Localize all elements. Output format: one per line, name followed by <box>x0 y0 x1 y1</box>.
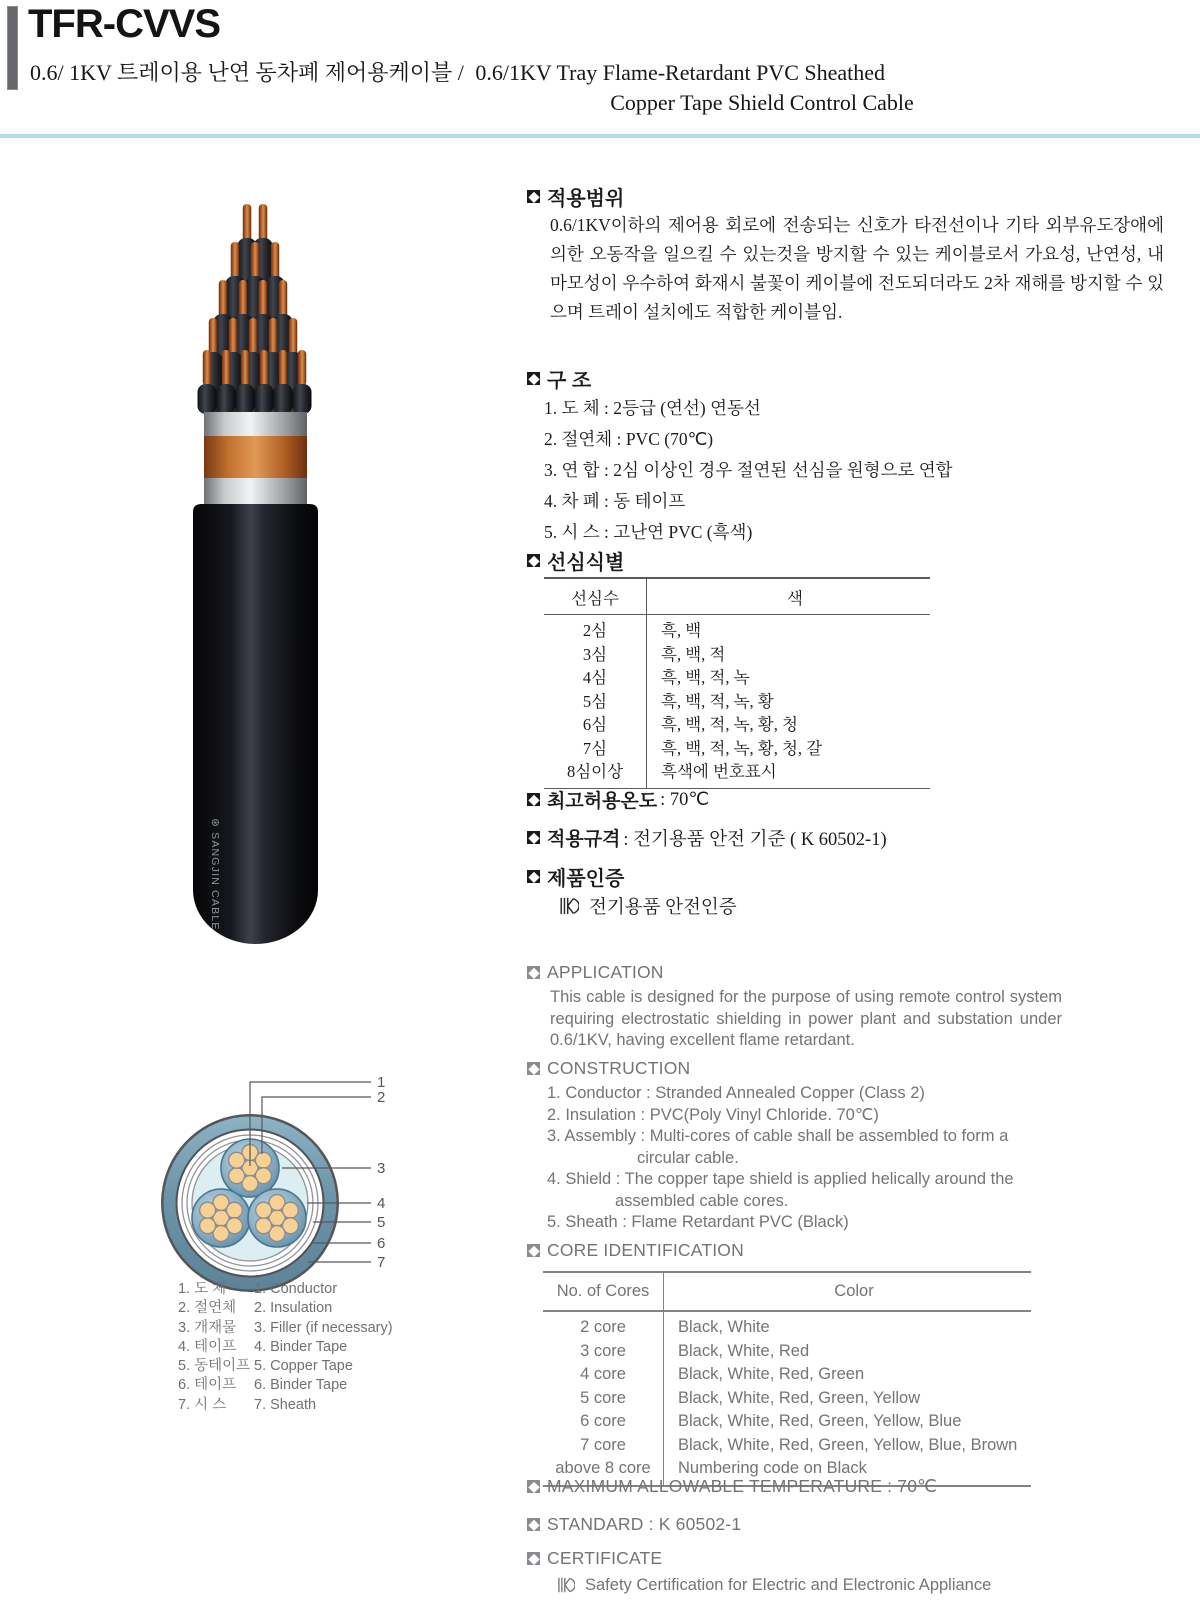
construction-item: 4. Shield : The copper tape shield is applied helically around the <box>547 1170 1014 1188</box>
structure-item: 4. 차 폐 : 동 테이프 <box>544 491 686 511</box>
section-bullet-icon <box>527 554 540 567</box>
core-identification-table-ko <box>544 577 930 789</box>
table-row: 7심 흑, 백, 적, 녹, 황, 청, 갈 <box>544 737 930 761</box>
section-standard-en <box>527 1514 741 1535</box>
construction-item-cont: circular cable. <box>637 1148 739 1167</box>
legend-row <box>178 1376 393 1395</box>
col-header-color: 색 <box>647 578 931 615</box>
subtitle-english-1: 0.6/1KV Tray Flame-Retardant PVC Sheathed <box>475 60 886 85</box>
maxtemp-value: : 70℃ <box>660 789 710 810</box>
legend-row <box>178 1338 393 1357</box>
section-maxtemp-en <box>527 1476 937 1497</box>
section-bullet-icon <box>527 1480 540 1493</box>
cert-text-en: Safety Certification for Electric and Electronic Appliance <box>585 1575 992 1594</box>
cable-conductor-pyramid <box>198 204 312 414</box>
section-bullet-icon <box>527 831 540 844</box>
construction-item: 3. Assembly : Multi-cores of cable shall be assembled to form a <box>547 1127 1009 1145</box>
table-row: 4심 흑, 백, 적, 녹 <box>544 666 930 690</box>
legend-ko: 4. 테이프 <box>178 1338 237 1355</box>
cable-shield-bands <box>204 412 307 504</box>
construction-item: 1. Conductor : Stranded Annealed Copper (Class 2) <box>547 1084 925 1102</box>
construction-item: 5. Sheath : Flame Retardant PVC (Black) <box>547 1213 849 1231</box>
section-structure-ko <box>527 364 591 393</box>
callout-numbers <box>377 1074 385 1271</box>
table-header-row <box>543 1272 1031 1311</box>
kc-mark-icon <box>556 1575 575 1595</box>
structure-list-ko <box>544 393 953 548</box>
kc-mark-icon <box>558 895 579 917</box>
table-row: 3 core Black, White, Red <box>543 1340 1031 1364</box>
standard-label: 적용규격 <box>547 829 621 850</box>
table-row: 4 core Black, White, Red, Green <box>543 1363 1031 1387</box>
legend-ko: 2. 절연체 <box>178 1300 237 1317</box>
legend-en: 4. Binder Tape <box>254 1338 348 1355</box>
copper-tape-band <box>204 436 307 478</box>
section-cert-ko <box>527 862 624 891</box>
section-title: CERTIFICATE <box>547 1548 663 1568</box>
table-header-row <box>544 578 930 615</box>
legend-row <box>178 1299 393 1318</box>
section-bullet-icon <box>527 966 540 979</box>
section-construction-en <box>527 1058 690 1079</box>
structure-item: 5. 시 스 : 고난연 PVC (흑색) <box>544 522 753 542</box>
section-bullet-icon <box>527 870 540 883</box>
section-coreid-en <box>527 1240 744 1261</box>
legend-en: 2. Insulation <box>254 1300 333 1317</box>
section-title: CONSTRUCTION <box>547 1058 691 1078</box>
table-row: 8심이상 흑색에 번호표시 <box>544 760 930 788</box>
col-header-cores: 선심수 <box>544 578 647 615</box>
svg-text:3: 3 <box>377 1160 386 1177</box>
legend-en: 1. Conductor <box>254 1281 338 1297</box>
binder-tape-band-2 <box>204 478 307 504</box>
construction-item-cont: assembled cable cores. <box>615 1191 789 1210</box>
legend-ko: 7. 시 스 <box>178 1396 227 1413</box>
svg-text:6: 6 <box>377 1235 386 1252</box>
section-title: 선심식별 <box>547 552 625 574</box>
diagram-legend <box>178 1280 393 1415</box>
section-bullet-icon <box>527 1552 540 1565</box>
section-coreid-ko <box>527 546 624 575</box>
cert-line-ko <box>558 893 737 919</box>
maxtemp-label: 최고허용온도 <box>547 791 658 812</box>
scope-body-ko: 0.6/1KV이하의 제어용 회로에 전송되는 신호가 타전선이나 기타 외부유도장애에 의한 오동작을 일으킬 수 있는것을 방지할 수 있는 케이블로서 가요성, 난연성, 내마모성이 우수하여 화재시 불꽃이 케이블에 전도되더라도 2차 재해를 방지할 수 있으며 트레이 설치에도 적합한 케이블임. <box>550 215 1164 322</box>
title-accent-bar <box>7 6 18 90</box>
legend-ko: 6. 테이프 <box>178 1377 237 1394</box>
legend-ko: 3. 개재물 <box>178 1319 237 1336</box>
legend-row <box>178 1280 393 1299</box>
page-title: TFR-CVVS <box>28 2 220 46</box>
standard-text-en: STANDARD : K 60502-1 <box>547 1514 742 1534</box>
subtitle-korean: 0.6/ 1KV 트레이용 난연 동차폐 제어용케이블 / <box>30 60 464 85</box>
structure-item: 2. 절연체 : PVC (70℃) <box>544 429 714 449</box>
legend-row <box>178 1396 393 1415</box>
section-bullet-icon <box>527 1244 540 1257</box>
table-row: 3심 흑, 백, 적 <box>544 643 930 667</box>
legend-en: 7. Sheath <box>254 1396 317 1413</box>
section-standard-ko <box>527 824 887 851</box>
legend-row <box>178 1319 393 1338</box>
legend-ko: 5. 동테이프 <box>178 1358 251 1375</box>
section-title: APPLICATION <box>547 962 664 982</box>
table-row: 6 core Black, White, Red, Green, Yellow, Blue <box>543 1410 1031 1434</box>
structure-item: 1. 도 체 : 2등급 (연선) 연동선 <box>544 398 761 418</box>
section-cert-en <box>527 1548 662 1569</box>
table-row: 5심 흑, 백, 적, 녹, 황 <box>544 690 930 714</box>
subtitle-english-2: Copper Tape Shield Control Cable <box>610 90 914 115</box>
maxtemp-text-en: MAXIMUM ALLOWABLE TEMPERATURE : 70℃ <box>547 1476 938 1496</box>
construction-item: 2. Insulation : PVC(Poly Vinyl Chloride. 70℃) <box>547 1105 879 1124</box>
construction-list-en <box>547 1083 1014 1234</box>
col-header-color: Color <box>664 1272 1032 1311</box>
section-bullet-icon <box>527 1518 540 1531</box>
table-row: 2심 흑, 백 <box>544 615 930 643</box>
section-title: CORE IDENTIFICATION <box>547 1240 744 1260</box>
table-row: above 8 core Numbering code on Black <box>543 1457 1031 1486</box>
cable-photo <box>148 198 388 948</box>
structure-item: 3. 연 합 : 2심 이상인 경우 절연된 선심을 원형으로 연합 <box>544 460 953 480</box>
core-left <box>192 1189 250 1247</box>
section-maxtemp-ko <box>527 786 709 813</box>
binder-tape-band <box>204 412 307 436</box>
table-row: 6심 흑, 백, 적, 녹, 황, 청 <box>544 713 930 737</box>
cross-section-diagram <box>145 1042 395 1306</box>
cable-brand-print: ⊛ SANGJIN CABLE <box>209 818 221 931</box>
section-bullet-icon <box>527 190 540 203</box>
section-bullet-icon <box>527 1062 540 1075</box>
svg-text:5: 5 <box>377 1214 386 1231</box>
section-title: 제품인증 <box>547 868 625 890</box>
section-scope-ko <box>527 182 624 211</box>
section-title: 구 조 <box>547 370 592 392</box>
svg-text:2: 2 <box>377 1089 386 1106</box>
core-identification-table-en <box>543 1271 1031 1487</box>
table-row: 7 core Black, White, Red, Green, Yellow, Blue, Brown <box>543 1434 1031 1458</box>
legend-en: 3. Filler (if necessary) <box>254 1319 393 1336</box>
core-right <box>248 1189 306 1247</box>
legend-ko: 1. 도 체 <box>178 1281 227 1297</box>
cert-text-ko: 전기용품 안전인증 <box>589 898 737 918</box>
section-title: 적용범위 <box>547 188 625 210</box>
cert-line-en <box>556 1575 991 1595</box>
table-row: 2 core Black, White <box>543 1311 1031 1340</box>
application-body-en: This cable is designed for the purpose of using remote control system requiring electrostatic shielding in power plant and substation under 0.6/1KV, having excellent flame retardant. <box>550 988 1062 1049</box>
svg-text:7: 7 <box>377 1254 386 1271</box>
section-application-en <box>527 962 664 983</box>
legend-en: 6. Binder Tape <box>254 1377 348 1394</box>
spec-content <box>525 0 1185 1606</box>
section-bullet-icon <box>527 793 540 806</box>
legend-row <box>178 1357 393 1376</box>
svg-text:4: 4 <box>377 1195 386 1212</box>
svg-text:1: 1 <box>377 1074 386 1091</box>
section-bullet-icon <box>527 372 540 385</box>
standard-value: : 전기용품 안전 기준 ( K 60502-1) <box>623 829 887 850</box>
col-header-cores: No. of Cores <box>543 1272 664 1311</box>
legend-en: 5. Copper Tape <box>254 1358 353 1375</box>
table-row: 5 core Black, White, Red, Green, Yellow <box>543 1387 1031 1411</box>
